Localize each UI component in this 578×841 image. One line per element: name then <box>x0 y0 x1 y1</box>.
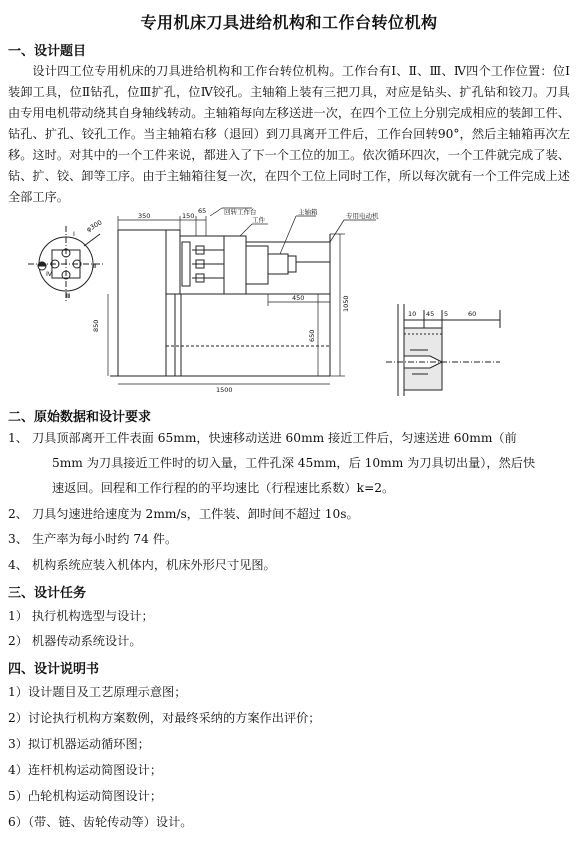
task-1: 1） 执行机构选型与设计； <box>8 609 154 623</box>
requirement-1-line-2: 5mm 为刀具接近工件时的切入量，工件孔深 45mm，后 10mm 为刀具切出量），然后快 <box>52 456 536 470</box>
position-1: Ⅰ <box>73 230 75 238</box>
label-workpiece: 工件 <box>252 216 265 224</box>
dim-65: 65 <box>198 207 207 215</box>
task-2: 2） 机器传动系统设计。 <box>8 634 142 648</box>
dim-phi300: φ300 <box>85 218 104 234</box>
dim-1500: 1500 <box>216 386 233 394</box>
dim-450: 450 <box>292 294 305 302</box>
page-title: 专用机床刀具进给机构和工作台转位机构 <box>140 13 438 32</box>
section2-heading: 二、原始数据和设计要求 <box>8 410 152 425</box>
machine-figure <box>0 206 578 406</box>
requirement-2-number: 2、 <box>8 507 28 521</box>
position-4: Ⅳ <box>46 270 52 278</box>
dim-1050: 1050 <box>342 295 350 312</box>
drill-detail <box>386 304 500 396</box>
requirement-4-number: 4、 <box>8 558 28 572</box>
requirement-4-text: 机构系统应装入机体内，机床外形尺寸见图。 <box>32 558 276 572</box>
requirement-2-text: 刀具匀速进给速度为 2mm/s，工件装、卸时间不超过 10s。 <box>32 507 359 521</box>
requirement-4 <box>8 554 564 577</box>
dim-150: 150 <box>182 212 195 220</box>
requirement-1-line-1: 刀具顶部离开工件表面 65mm，快速移动送进 60mm 接近工件后，匀速送进 60mm（前 <box>32 431 517 445</box>
section3-heading: 三、设计任务 <box>8 586 87 601</box>
requirement-3-number: 3、 <box>8 532 28 546</box>
dim-60: 60 <box>468 310 477 318</box>
spec-item-4: 4）连杆机构运动简图设计； <box>8 763 163 777</box>
position-3: Ⅲ <box>66 292 71 300</box>
requirement-1-line-3: 速返回。回程和工作行程的的平均速比（行程速比系数）k=2。 <box>52 481 395 495</box>
machine-diagram <box>0 206 578 406</box>
label-rotary-table: 回转工作台 <box>224 208 257 216</box>
requirement-1 <box>8 427 564 450</box>
dimension-lines <box>108 208 376 384</box>
position-2: Ⅱ <box>93 262 97 270</box>
dim-5: 5 <box>444 310 449 318</box>
requirement-3-text: 生产率为每小时约 74 件。 <box>32 532 178 546</box>
dim-850: 850 <box>92 319 100 332</box>
requirement-1-number: 1、 <box>8 431 28 445</box>
dim-10: 10 <box>408 310 417 318</box>
spec-item-5: 5）凸轮机构运动简图设计； <box>8 789 163 803</box>
spec-item-3: 3）拟订机器运动循环图； <box>8 737 150 751</box>
label-motor: 专用电动机 <box>346 212 379 220</box>
machine-body <box>110 230 330 376</box>
requirement-2 <box>8 503 564 526</box>
spec-item-1: 1）设计题目及工艺原理示意图； <box>8 685 187 699</box>
section1-paragraph: 设计四工位专用机床的刀具进给机构和工作台转位机构。工作台有Ⅰ、Ⅱ、Ⅲ、Ⅳ四个工作位置：位Ⅰ装卸工具，位Ⅱ钻孔，位Ⅲ扩孔，位Ⅳ铰孔。主轴箱上装有三把刀具，对应是钻头、扩孔钻和铰刀。刀具由专用电机带动绕其自身轴线转动。主轴箱每向左移送进一次，在四个工位上分别完成相应的装卸工件、钻孔、扩孔、铰孔工作。当主轴箱右移（退回）到刀具离开工件后，工作台回转90°，然后主轴箱再次左移。这时。对其中的一个工件来说，都进入了下一个工位的加工。依次循环四次，一个工件就完成了装、钻、扩、铰、卸等工序。由于主轴箱往复一次，在四个工位上同时工作，所以每次就有一个工件完成上述全部工序。 <box>8 64 570 204</box>
dim-350: 350 <box>138 212 151 220</box>
dim-650: 650 <box>308 329 316 342</box>
requirement-3 <box>8 528 564 551</box>
dim-45: 45 <box>426 310 435 318</box>
section4-heading: 四、设计说明书 <box>8 662 100 677</box>
section1-heading: 一、设计题目 <box>8 44 87 59</box>
spec-item-2: 2）讨论执行机构方案数例，对最终采纳的方案作出评价； <box>8 711 321 725</box>
spec-item-6: 6）（带、链、齿轮传动等）设计。 <box>8 815 193 829</box>
label-spindle-box: 主轴箱 <box>298 208 318 216</box>
